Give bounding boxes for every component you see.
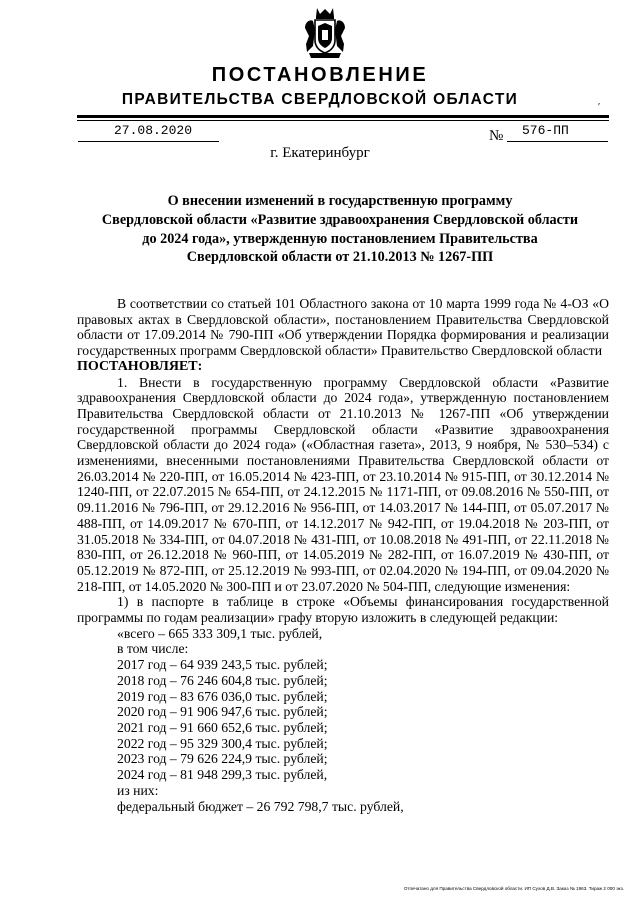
funding-list-item: федеральный бюджет – 26 792 798,7 тыс. рублей, [117,798,404,814]
document-body [77,296,609,814]
funding-list-item: 2018 год – 76 246 604,8 тыс. рублей; [117,672,328,688]
funding-list-item: 2022 год – 95 329 300,4 тыс. рублей; [117,735,328,751]
funding-list-item: «всего – 665 333 309,1 тыс. рублей, [117,625,323,641]
number-underline [507,141,608,142]
heading-line: О внесении изменений в государственную программу [167,193,513,209]
funding-list-item: 2019 год – 83 676 036,0 тыс. рублей; [117,688,328,704]
city: г. Екатеринбург [270,145,370,161]
coat-of-arms-emblem [303,6,347,60]
funding-list-item: из них: [117,782,159,798]
funding-list-item: 2020 год – 91 906 947,6 тыс. рублей; [117,704,328,720]
funding-list-item: 2024 год – 81 948 299,3 тыс. рублей, [117,767,328,783]
funding-list-item: 2017 год – 64 939 243,5 тыс. рублей; [117,657,328,673]
document-number: 576-ПП [522,123,569,138]
funding-list-item: 2021 год – 91 660 652,6 тыс. рублей; [117,719,328,735]
number-sign: № [489,128,504,144]
stray-mark: ′ [598,102,601,113]
document-title: ПОСТАНОВЛЕНИЕ [211,64,429,86]
funding-list-item: в том числе: [117,641,189,657]
document-date: 27.08.2020 [114,123,193,138]
subitem-1-paragraph: 1) в паспорте в таблице в строке «Объемы финансирования государственной программы по годам реализации» графу вторую изложить в следующей редакции: [77,594,609,626]
item-1-paragraph: 1. Внести в государственную программу Свердловской области «Развитие здравоохранения Свердловской области до 2024 года», утвержденную постановлением Правительства Свердловской области от 21.10.2013 № 1267-ПП «Об утверждении государственной программы Свердловской области «Развитие здравоохранения Свердловской области до 2024 года» («Областная газета», 2013, 9 ноября, № 530–534) с изменениями, внесенными постановлениями Правительства Свердловской области от 26.03.2014 № 220-ПП, от 16.05.2014 № 423-ПП, от 23.10.2014 № 915-ПП, от 30.12.2014 № 1240-ПП, от 22.07.2015 № 654-ПП, от 24.12.2015 № 1171-ПП, от 09.08.2016 № 550-ПП, от 09.11.2016 № 796-ПП, от 29.12.2016 № 956-ПП, от 14.03.2017 № 144-ПП, от 05.07.2017 № 488-ПП, от 14.09.2017 № 670-ПП, от 14.12.2017 № 942-ПП, от 19.04.2018 № 203-ПП, от 31.05.2018 № 334-ПП, от 04.07.2018 № 431-ПП, от 10.08.2018 № 491-ПП, от 22.11.2018 № 830-ПП, от 26.12.2018 № 960-ПП, от 14.05.2019 № 282-ПП, от 16.07.2019 № 430-ПП, от 05.12.2019 № 872-ПП, от 25.12.2019 № 993-ПП, от 02.04.2020 № 194-ПП, от 09.04.2020 № 218-ПП, от 14.05.2020 № 300-ПП и от 23.07.2020 № 504-ПП, следующие изменения: [77,374,609,594]
heading-line: Свердловской области «Развитие здравоохранения Свердловской области [101,211,579,228]
document-heading [80,192,600,267]
print-imprint: Отпечатано для Правительства Свердловской области. ИП Сухов Д.В. Заказ № 1963. Тираж 2 000 экз. [403,886,624,891]
funding-list [77,626,609,814]
preamble-paragraph: В соответствии со статьей 101 Областного закона от 10 марта 1999 года № 4-ОЗ «О правовых актах в Свердловской области», постановлением Правительства Свердловской области от 17.09.2014 № 790-ПП «Об утверждении Порядка формирования и реализации государственных программ Свердловской области» Правительство Свердловской области [77,296,609,359]
heading-line: Свердловской области от 21.10.2013 № 1267-ПП [186,249,494,266]
issuing-authority: ПРАВИТЕЛЬСТВА СВЕРДЛОВСКОЙ ОБЛАСТИ [121,91,519,108]
header-rule-thin [77,120,609,121]
funding-list-item: 2023 год – 79 626 224,9 тыс. рублей; [117,751,328,767]
header-rule-thick [77,115,609,118]
heading-line: до 2024 года», утвержденную постановлением Правительства [142,230,538,247]
date-underline [78,141,219,142]
decree-word: ПОСТАНОВЛЯЕТ: [77,358,203,374]
